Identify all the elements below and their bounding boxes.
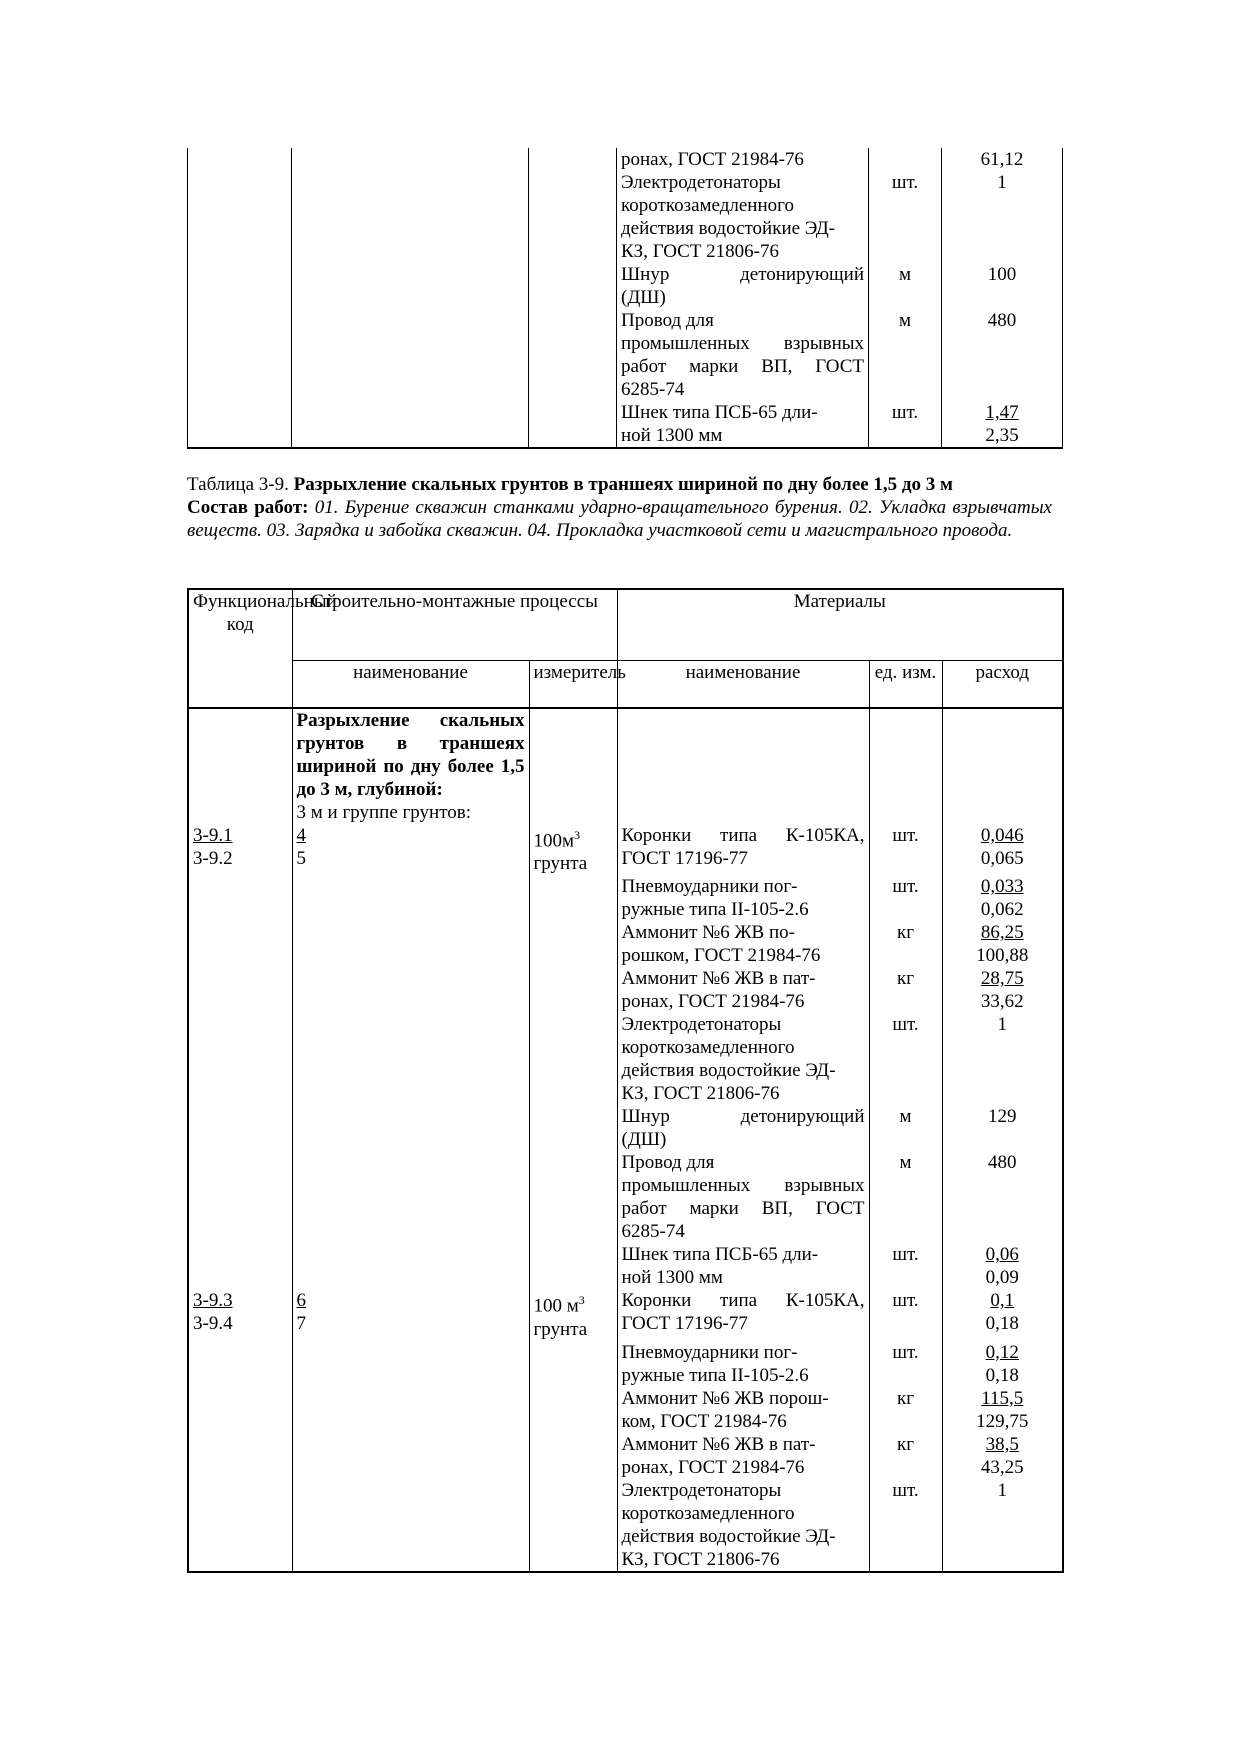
material-unit: м bbox=[869, 1151, 942, 1243]
proc-name-cell bbox=[292, 1105, 529, 1151]
material-unit: шт. bbox=[869, 1341, 942, 1387]
material-qty bbox=[942, 1341, 1063, 1387]
qty-value: 1 bbox=[997, 1479, 1007, 1501]
material-name-line: Шнур детонирующий bbox=[621, 1106, 865, 1128]
table-row bbox=[188, 1151, 1063, 1243]
material-unit: кг bbox=[869, 967, 942, 1013]
soil-group: 7 bbox=[296, 1313, 306, 1335]
material-name bbox=[617, 148, 869, 171]
proc-unit-cell bbox=[529, 1433, 617, 1479]
table-row bbox=[188, 1341, 1063, 1387]
table-row bbox=[188, 263, 1063, 309]
proc-name-cell bbox=[292, 875, 529, 921]
code-cell bbox=[188, 1341, 292, 1387]
code-cell bbox=[188, 1105, 292, 1151]
material-name bbox=[617, 1013, 869, 1105]
soil-group: 4 bbox=[296, 825, 306, 846]
material-name-line: рошком, ГОСТ 21984-76 bbox=[621, 945, 821, 967]
material-qty bbox=[942, 1479, 1063, 1572]
composition-label: Состав работ: bbox=[187, 497, 309, 518]
material-name-line: промышленных взрывных bbox=[621, 1175, 865, 1197]
material-name-line: работ марки ВП, ГОСТ bbox=[621, 1198, 865, 1220]
proc-unit-cell bbox=[529, 171, 617, 263]
proc-unit-cell bbox=[529, 401, 617, 448]
material-unit: шт. bbox=[869, 1013, 942, 1105]
proc-name-cell bbox=[292, 1243, 529, 1289]
qty-value: 0,09 bbox=[985, 1267, 1019, 1289]
material-name bbox=[617, 1243, 869, 1289]
material-name-line: Коронки типа К-105КА, bbox=[621, 825, 865, 846]
material-unit: кг bbox=[869, 1387, 942, 1433]
proc-unit-cell bbox=[529, 875, 617, 921]
measure-unit: $100м^3$ bbox=[533, 828, 581, 852]
material-name bbox=[617, 921, 869, 967]
material-unit: м bbox=[869, 1105, 942, 1151]
code-cell bbox=[188, 875, 292, 921]
qty-value: 0,06 bbox=[985, 1244, 1019, 1266]
proc-unit-cell bbox=[529, 1105, 617, 1151]
proc-unit-cell bbox=[529, 967, 617, 1013]
soil-group: 6 bbox=[296, 1290, 306, 1312]
header-materials: Материалы bbox=[617, 589, 1063, 660]
proc-unit-cell bbox=[529, 1289, 617, 1340]
qty-value: 1 bbox=[997, 1014, 1007, 1036]
table-row bbox=[188, 1105, 1063, 1151]
material-qty bbox=[942, 1387, 1063, 1433]
material-name bbox=[617, 171, 869, 263]
material-name-line: Электродетонаторы bbox=[621, 1014, 782, 1036]
continuation-table bbox=[187, 148, 1063, 449]
material-name-line: ГОСТ 17196-77 bbox=[621, 1313, 748, 1335]
material-qty bbox=[942, 1433, 1063, 1479]
material-qty bbox=[942, 875, 1063, 921]
material-name-line: Коронки типа К-105КА, bbox=[621, 1290, 865, 1312]
material-qty bbox=[942, 1289, 1063, 1340]
material-name-line: Провод для bbox=[621, 1152, 715, 1174]
proc-unit-cell bbox=[529, 148, 617, 171]
material-qty bbox=[942, 1151, 1063, 1243]
header-proc-name: наименование bbox=[292, 660, 529, 708]
material-name bbox=[617, 263, 869, 309]
table-row bbox=[188, 875, 1063, 921]
proc-name-cell bbox=[292, 967, 529, 1013]
material-name-line: действия водостойкие ЭД- bbox=[621, 218, 836, 239]
material-name-line: Шнур детонирующий bbox=[621, 264, 864, 285]
qty-value: 0,033 bbox=[980, 876, 1024, 898]
proc-name-cell bbox=[292, 1433, 529, 1479]
proc-name-cell bbox=[292, 171, 529, 263]
functional-code: 3-9.3 bbox=[193, 1290, 233, 1312]
code-cell bbox=[188, 401, 292, 448]
material-qty bbox=[942, 309, 1063, 401]
qty-value: 1,47 bbox=[985, 402, 1019, 423]
material-unit: м bbox=[869, 263, 942, 309]
proc-name-cell bbox=[292, 1387, 529, 1433]
proc-unit-cell bbox=[529, 1341, 617, 1387]
material-qty bbox=[942, 1013, 1063, 1105]
measure-unit: 100 $м^3$ bbox=[533, 1293, 585, 1317]
qty-value: 0,062 bbox=[980, 899, 1024, 921]
material-name-line: ГОСТ 17196-77 bbox=[621, 848, 748, 869]
functional-code: 3-9.1 bbox=[193, 825, 233, 846]
material-name-line: Шнек типа ПСБ-65 дли- bbox=[621, 1244, 819, 1266]
material-unit: шт. bbox=[869, 1289, 942, 1340]
material-name-line: Провод для bbox=[621, 310, 714, 331]
material-unit: шт. bbox=[869, 875, 942, 921]
qty-value: 0,046 bbox=[980, 825, 1024, 846]
table-row bbox=[188, 1243, 1063, 1289]
qty-value: 0,1 bbox=[990, 1290, 1015, 1312]
material-name-line: работ марки ВП, ГОСТ bbox=[621, 356, 864, 377]
table-row bbox=[188, 1289, 1063, 1340]
proc-name-cell bbox=[292, 921, 529, 967]
qty-value: 100 bbox=[987, 264, 1017, 285]
header-proc-unit: измеритель bbox=[529, 660, 617, 708]
table-row bbox=[188, 1013, 1063, 1105]
material-name bbox=[617, 824, 869, 875]
section-title: Разрыхление скальных грунтов в траншеях шириной по дну более 1,5 до 3 м, глубиной: bbox=[292, 708, 529, 801]
material-unit: м bbox=[869, 309, 942, 401]
table-row bbox=[188, 309, 1063, 401]
qty-value: 0,18 bbox=[985, 1364, 1019, 1386]
material-name-line: короткозамедленного bbox=[621, 1502, 795, 1524]
caption-title: Разрыхление скальных грунтов в траншеях шириной по дну более 1,5 до 3 м bbox=[293, 474, 953, 495]
proc-unit-cell bbox=[529, 1151, 617, 1243]
qty-value: 2,35 bbox=[985, 425, 1019, 446]
proc-unit-cell bbox=[529, 263, 617, 309]
qty-value: 1 bbox=[997, 172, 1007, 193]
material-name-line: ком, ГОСТ 21984-76 bbox=[621, 1410, 787, 1432]
material-name-line: ронах, ГОСТ 21984-76 bbox=[621, 1456, 805, 1478]
material-unit: шт. bbox=[869, 1243, 942, 1289]
proc-unit-cell bbox=[529, 1013, 617, 1105]
material-name bbox=[617, 1105, 869, 1151]
composition-text: 01. Бурение скважин станками ударно-вращательного бурения. 02. Укладка взрывчатых веществ. 03. Зарядка и забойка скважин. 04. Прокладка участковой сети и магистрального провода. bbox=[187, 497, 1052, 541]
functional-code: 3-9.4 bbox=[193, 1313, 233, 1335]
code-cell bbox=[188, 1289, 292, 1340]
material-name-line: Пневмоударники пог- bbox=[621, 1341, 798, 1363]
material-qty bbox=[942, 401, 1063, 448]
material-name-line: Электродетонаторы bbox=[621, 1479, 782, 1501]
code-cell bbox=[188, 1387, 292, 1433]
code-cell bbox=[188, 1013, 292, 1105]
material-unit: шт. bbox=[869, 171, 942, 263]
material-qty bbox=[942, 148, 1063, 171]
proc-unit-cell bbox=[529, 1479, 617, 1572]
code-cell bbox=[188, 967, 292, 1013]
proc-name-cell bbox=[292, 1479, 529, 1572]
header-mat-qty: расход bbox=[942, 660, 1063, 708]
material-name-line: ружные типа II-105-2.6 bbox=[621, 899, 809, 921]
table-row bbox=[188, 921, 1063, 967]
proc-name-cell bbox=[292, 309, 529, 401]
material-name-line: Аммонит №6 ЖВ в пат- bbox=[621, 968, 816, 990]
proc-unit-cell bbox=[529, 1243, 617, 1289]
proc-name-cell bbox=[292, 148, 529, 171]
table-row bbox=[188, 1479, 1063, 1572]
qty-value: 129 bbox=[988, 1106, 1017, 1128]
qty-value: 115,5 bbox=[981, 1387, 1024, 1409]
material-unit: кг bbox=[869, 1433, 942, 1479]
material-unit: шт. bbox=[869, 401, 942, 448]
proc-name-cell bbox=[292, 1289, 529, 1340]
material-name-line: КЗ, ГОСТ 21806-76 bbox=[621, 1548, 780, 1570]
table-row bbox=[188, 1433, 1063, 1479]
material-name-line: Аммонит №6 ЖВ порош- bbox=[621, 1387, 829, 1409]
table-row bbox=[188, 1387, 1063, 1433]
proc-unit-cell bbox=[529, 921, 617, 967]
measure-unit-suffix: грунта bbox=[533, 1318, 588, 1340]
material-name-line: промышленных взрывных bbox=[621, 333, 864, 354]
material-name-line: действия водостойкие ЭД- bbox=[621, 1525, 836, 1547]
material-unit: кг bbox=[869, 921, 942, 967]
material-name bbox=[617, 967, 869, 1013]
material-name-line: Аммонит №6 ЖВ по- bbox=[621, 922, 795, 944]
material-name-line: Пневмоударники пог- bbox=[621, 876, 798, 898]
table-row bbox=[188, 148, 1063, 171]
material-name bbox=[617, 1479, 869, 1572]
material-name bbox=[617, 1289, 869, 1340]
proc-name-cell bbox=[292, 1151, 529, 1243]
material-name-line: Аммонит №6 ЖВ в пат- bbox=[621, 1433, 816, 1455]
material-name bbox=[617, 875, 869, 921]
proc-unit-cell bbox=[529, 1387, 617, 1433]
material-name-line: ронах, ГОСТ 21984-76 bbox=[621, 149, 804, 170]
qty-value: 480 bbox=[987, 310, 1017, 331]
material-name-line: ружные типа II-105-2.6 bbox=[621, 1364, 809, 1386]
proc-name-cell bbox=[292, 1013, 529, 1105]
material-qty bbox=[942, 1243, 1063, 1289]
qty-value: 480 bbox=[988, 1152, 1017, 1174]
material-qty bbox=[942, 1105, 1063, 1151]
material-qty bbox=[942, 263, 1063, 309]
material-name-line: КЗ, ГОСТ 21806-76 bbox=[621, 241, 780, 262]
section-subtitle: 3 м и группе грунтов: bbox=[292, 801, 529, 824]
qty-value: 0,065 bbox=[980, 848, 1024, 869]
table-row bbox=[188, 967, 1063, 1013]
material-unit bbox=[869, 148, 942, 171]
qty-value: 0,18 bbox=[985, 1313, 1019, 1335]
material-name bbox=[617, 1387, 869, 1433]
material-name-line: действия водостойкие ЭД- bbox=[621, 1060, 836, 1082]
table-row bbox=[188, 824, 1063, 875]
material-name bbox=[617, 1151, 869, 1243]
material-qty bbox=[942, 171, 1063, 263]
code-cell bbox=[188, 1243, 292, 1289]
material-unit: шт. bbox=[869, 1479, 942, 1572]
qty-value: 61,12 bbox=[980, 149, 1024, 170]
superscript: 3 bbox=[574, 828, 581, 842]
code-cell bbox=[188, 148, 292, 171]
measure-unit-suffix: грунта bbox=[533, 853, 588, 875]
code-cell bbox=[188, 1479, 292, 1572]
code-cell bbox=[188, 921, 292, 967]
material-name bbox=[617, 1341, 869, 1387]
caption-prefix: Таблица 3-9. bbox=[187, 474, 294, 495]
proc-name-cell bbox=[292, 401, 529, 448]
qty-value: 43,25 bbox=[980, 1456, 1024, 1478]
material-name-line: ронах, ГОСТ 21984-76 bbox=[621, 991, 805, 1013]
header-code: Функциональный код bbox=[188, 589, 292, 708]
qty-value: 38,5 bbox=[985, 1433, 1019, 1455]
material-name-line: 6285-74 bbox=[621, 379, 685, 400]
material-name-line: ной 1300 мм bbox=[621, 1267, 723, 1289]
superscript: 3 bbox=[578, 1293, 585, 1308]
proc-unit-cell bbox=[529, 824, 617, 875]
material-name-line: (ДШ) bbox=[621, 1129, 667, 1151]
main-table bbox=[187, 588, 1064, 1573]
material-name-line: Электродетонаторы bbox=[621, 172, 781, 193]
material-name bbox=[617, 1433, 869, 1479]
material-qty bbox=[942, 967, 1063, 1013]
table-row bbox=[188, 171, 1063, 263]
table-row bbox=[188, 401, 1063, 448]
proc-unit-cell bbox=[529, 309, 617, 401]
soil-group: 5 bbox=[296, 848, 306, 869]
material-name-line: ной 1300 мм bbox=[621, 425, 723, 446]
material-qty bbox=[942, 824, 1063, 875]
code-cell bbox=[188, 171, 292, 263]
qty-value: 100,88 bbox=[976, 945, 1029, 967]
proc-name-cell bbox=[292, 263, 529, 309]
functional-code: 3-9.2 bbox=[193, 848, 233, 869]
qty-value: 0,12 bbox=[985, 1341, 1019, 1363]
code-cell bbox=[188, 1433, 292, 1479]
code-cell bbox=[188, 309, 292, 401]
table-caption bbox=[187, 473, 1052, 542]
qty-value: 33,62 bbox=[980, 991, 1024, 1013]
material-name-line: короткозамедленного bbox=[621, 195, 794, 216]
header-mat-unit: ед. изм. bbox=[869, 660, 942, 708]
material-qty bbox=[942, 921, 1063, 967]
material-name-line: КЗ, ГОСТ 21806-76 bbox=[621, 1083, 780, 1105]
material-name bbox=[617, 309, 869, 401]
material-unit: шт. bbox=[869, 824, 942, 875]
material-name-line: Шнек типа ПСБ-65 дли- bbox=[621, 402, 818, 423]
proc-name-cell bbox=[292, 1341, 529, 1387]
qty-value: 86,25 bbox=[980, 922, 1024, 944]
material-name-line: 6285-74 bbox=[621, 1221, 685, 1243]
code-cell bbox=[188, 263, 292, 309]
proc-name-cell bbox=[292, 824, 529, 875]
material-name-line: (ДШ) bbox=[621, 287, 666, 308]
material-name bbox=[617, 401, 869, 448]
qty-value: 28,75 bbox=[980, 968, 1024, 990]
qty-value: 129,75 bbox=[976, 1410, 1029, 1432]
code-cell bbox=[188, 824, 292, 875]
header-mat-name: наименование bbox=[617, 660, 869, 708]
code-cell bbox=[188, 1151, 292, 1243]
header-processes: Строительно-монтажные процессы bbox=[292, 589, 617, 660]
material-name-line: короткозамедленного bbox=[621, 1037, 795, 1059]
